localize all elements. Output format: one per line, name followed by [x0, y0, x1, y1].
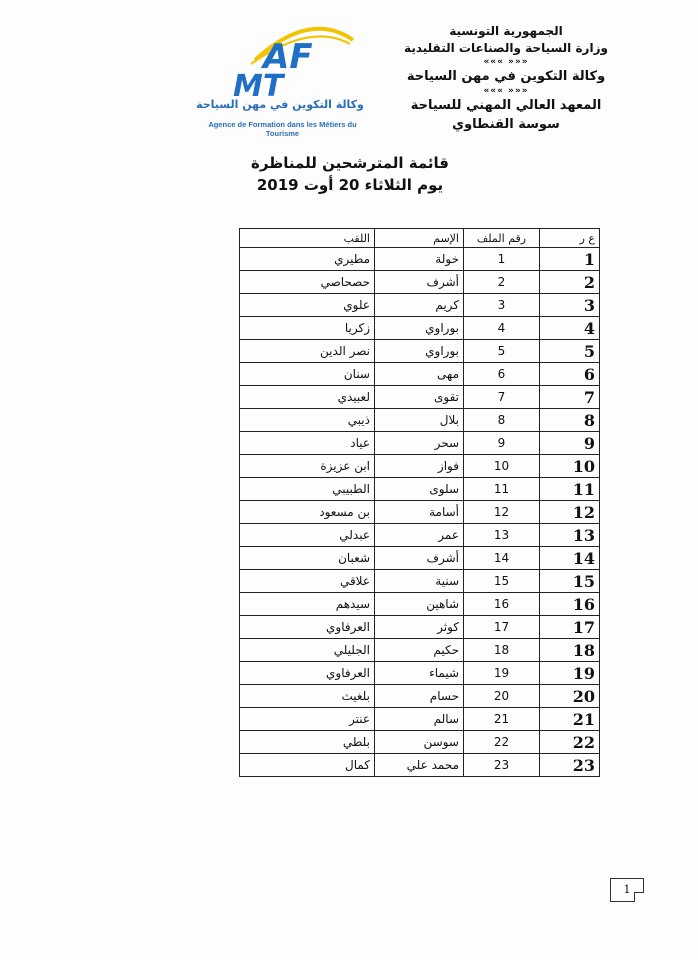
row-index: 5 [540, 340, 600, 363]
document-title [200, 152, 500, 196]
table-row [240, 754, 600, 777]
row-file-number: 19 [464, 662, 540, 685]
row-file-number: 20 [464, 685, 540, 708]
row-index: 8 [540, 409, 600, 432]
row-file-number: 8 [464, 409, 540, 432]
row-first-name: محمد علي [375, 754, 464, 777]
header-first-name: الإسم [375, 229, 464, 248]
row-first-name: عمر [375, 524, 464, 547]
table-row [240, 639, 600, 662]
row-file-number: 2 [464, 271, 540, 294]
row-first-name: بوراوي [375, 317, 464, 340]
table-row [240, 593, 600, 616]
row-surname: عنتر [240, 708, 375, 731]
row-index: 4 [540, 317, 600, 340]
institute-location: سوسة القنطاوي [452, 117, 560, 132]
row-file-number: 7 [464, 386, 540, 409]
row-index: 9 [540, 432, 600, 455]
row-index: 14 [540, 547, 600, 570]
row-index: 17 [540, 616, 600, 639]
table-row [240, 708, 600, 731]
row-first-name: سلوى [375, 478, 464, 501]
row-first-name: خولة [375, 248, 464, 271]
row-first-name: كوثر [375, 616, 464, 639]
table-row [240, 685, 600, 708]
row-index: 20 [540, 685, 600, 708]
row-file-number: 1 [464, 248, 540, 271]
row-file-number: 14 [464, 547, 540, 570]
table-row [240, 616, 600, 639]
row-surname: العرفاوي [240, 662, 375, 685]
row-file-number: 17 [464, 616, 540, 639]
header-idx: ع ر [540, 229, 600, 248]
page-number: 1 [610, 878, 644, 902]
row-surname: مطيري [240, 248, 375, 271]
row-surname: كمال [240, 754, 375, 777]
row-first-name: سحر [375, 432, 464, 455]
row-index: 7 [540, 386, 600, 409]
row-file-number: 13 [464, 524, 540, 547]
candidates-table [239, 228, 600, 777]
row-index: 21 [540, 708, 600, 731]
logo-french-text: Agence de Formation dans les Métiers du Tourisme [208, 120, 357, 138]
row-first-name: أشرف [375, 547, 464, 570]
row-index: 15 [540, 570, 600, 593]
table-row [240, 432, 600, 455]
row-first-name: حكيم [375, 639, 464, 662]
institution-header [356, 22, 656, 134]
row-surname: عياد [240, 432, 375, 455]
row-first-name: تقوى [375, 386, 464, 409]
row-first-name: بوراوي [375, 340, 464, 363]
row-first-name: بلال [375, 409, 464, 432]
header-separator: ««« »»» [483, 57, 529, 67]
ministry-name: وزارة السياحة والصناعات التقليدية [404, 41, 608, 55]
row-surname: بلطي [240, 731, 375, 754]
row-file-number: 23 [464, 754, 540, 777]
institute-name: المعهد العالي المهني للسياحة [410, 98, 602, 113]
row-surname: لعبيدي [240, 386, 375, 409]
table-row [240, 271, 600, 294]
row-index: 19 [540, 662, 600, 685]
row-first-name: شاهين [375, 593, 464, 616]
table-row [240, 363, 600, 386]
agency-logo [195, 20, 370, 138]
table-row [240, 294, 600, 317]
row-file-number: 21 [464, 708, 540, 731]
table-row [240, 340, 600, 363]
header-file-number: رقم الملف [464, 229, 540, 248]
row-index: 3 [540, 294, 600, 317]
title-line: قائمة المترشحين للمناظرة [250, 154, 450, 172]
row-surname: بن مسعود [240, 501, 375, 524]
row-file-number: 22 [464, 731, 540, 754]
row-surname: علاقي [240, 570, 375, 593]
afmt-logo-mark [215, 20, 355, 100]
row-file-number: 6 [464, 363, 540, 386]
row-first-name: سوسن [375, 731, 464, 754]
table-row [240, 501, 600, 524]
row-surname: العرفاوي [240, 616, 375, 639]
table-row [240, 524, 600, 547]
row-surname: سنان [240, 363, 375, 386]
row-surname: الطبيبي [240, 478, 375, 501]
row-first-name: كريم [375, 294, 464, 317]
svg-text:AF: AF [263, 37, 313, 77]
row-index: 2 [540, 271, 600, 294]
row-surname: بلغيث [240, 685, 375, 708]
row-surname: ذيبي [240, 409, 375, 432]
svg-text:MT: MT [233, 69, 284, 100]
row-file-number: 5 [464, 340, 540, 363]
row-index: 16 [540, 593, 600, 616]
row-first-name: مهى [375, 363, 464, 386]
row-index: 22 [540, 731, 600, 754]
row-file-number: 10 [464, 455, 540, 478]
table-row [240, 409, 600, 432]
row-file-number: 18 [464, 639, 540, 662]
table-row [240, 317, 600, 340]
table-row [240, 386, 600, 409]
row-first-name: أسامة [375, 501, 464, 524]
table-row [240, 547, 600, 570]
logo-arabic-text: وكالة التكوين في مهن السياحة [196, 98, 364, 111]
agency-name: وكالة التكوين في مهن السياحة [406, 69, 606, 84]
row-index: 11 [540, 478, 600, 501]
table-row [240, 455, 600, 478]
row-index: 10 [540, 455, 600, 478]
table-row [240, 570, 600, 593]
title-date: يوم الثلاثاء 20 أوت 2019 [256, 176, 444, 194]
row-file-number: 3 [464, 294, 540, 317]
row-surname: حصحاصي [240, 271, 375, 294]
row-first-name: سالم [375, 708, 464, 731]
row-surname: الجليلي [240, 639, 375, 662]
row-first-name: سنية [375, 570, 464, 593]
row-surname: سيدهم [240, 593, 375, 616]
row-surname: علوي [240, 294, 375, 317]
table-row [240, 731, 600, 754]
row-index: 18 [540, 639, 600, 662]
header-separator: ««« »»» [483, 86, 529, 96]
country-name: الجمهورية التونسية [449, 24, 563, 38]
table-row [240, 478, 600, 501]
row-index: 13 [540, 524, 600, 547]
table-row [240, 662, 600, 685]
row-index: 23 [540, 754, 600, 777]
row-first-name: حسام [375, 685, 464, 708]
row-first-name: فواز [375, 455, 464, 478]
table-header-row [240, 229, 600, 248]
row-surname: زكريا [240, 317, 375, 340]
row-surname: عبدلي [240, 524, 375, 547]
row-index: 1 [540, 248, 600, 271]
row-file-number: 16 [464, 593, 540, 616]
row-surname: نصر الدين [240, 340, 375, 363]
row-file-number: 4 [464, 317, 540, 340]
table-row [240, 248, 600, 271]
row-index: 12 [540, 501, 600, 524]
header-surname: اللقب [240, 229, 375, 248]
row-first-name: أشرف [375, 271, 464, 294]
row-file-number: 9 [464, 432, 540, 455]
row-index: 6 [540, 363, 600, 386]
row-first-name: شيماء [375, 662, 464, 685]
row-surname: ابن عزيزة [240, 455, 375, 478]
row-file-number: 11 [464, 478, 540, 501]
row-file-number: 12 [464, 501, 540, 524]
row-file-number: 15 [464, 570, 540, 593]
row-surname: شعبان [240, 547, 375, 570]
